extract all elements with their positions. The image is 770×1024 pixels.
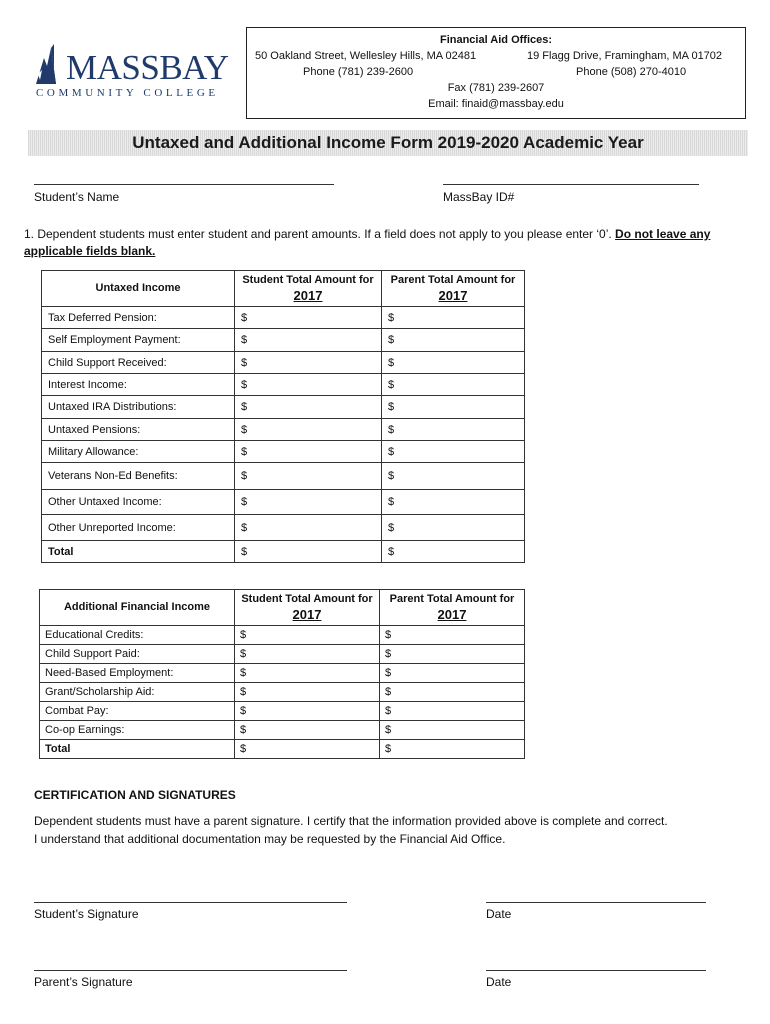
table-row [42, 374, 525, 396]
table-row [42, 541, 525, 563]
table-row [40, 702, 525, 721]
certification-heading: CERTIFICATION AND SIGNATURES [34, 788, 236, 802]
student-amount-input[interactable]: $ [235, 352, 382, 374]
table-row [42, 307, 525, 329]
student-amount-input[interactable]: $ [235, 515, 382, 541]
table-row [42, 463, 525, 490]
wellesley-phone: Phone (781) 239-2600 [303, 66, 414, 78]
row-label: Total [42, 541, 235, 563]
student-amount-input[interactable]: $ [235, 541, 382, 563]
student-amount-input[interactable]: $ [235, 463, 382, 490]
student-date-field[interactable] [486, 902, 706, 903]
student-amount-input[interactable]: $ [235, 664, 380, 683]
row-label: Untaxed IRA Distributions: [42, 396, 235, 419]
table-row [40, 683, 525, 702]
fax-number: Fax (781) 239-2607 [447, 82, 545, 94]
wellesley-address: 50 Oakland Street, Wellesley Hills, MA 02481 [255, 50, 477, 62]
financial-aid-offices-box [246, 27, 746, 119]
table-row [42, 441, 525, 463]
parent-amount-input[interactable]: $ [380, 683, 525, 702]
table-row [42, 329, 525, 352]
student-amount-input[interactable]: $ [235, 419, 382, 441]
table-row [40, 721, 525, 740]
student-amount-input[interactable]: $ [235, 396, 382, 419]
row-label: Self Employment Payment: [42, 329, 235, 352]
parent-amount-input[interactable]: $ [382, 441, 525, 463]
parent-amount-input[interactable]: $ [382, 396, 525, 419]
row-label: Tax Deferred Pension: [42, 307, 235, 329]
student-amount-input[interactable]: $ [235, 307, 382, 329]
certification-text [34, 812, 754, 848]
parent-amount-input[interactable]: $ [382, 374, 525, 396]
parent-amount-input[interactable]: $ [380, 702, 525, 721]
instructions [24, 226, 764, 260]
table-row [42, 515, 525, 541]
massbay-logo-icon [34, 44, 64, 88]
table-row [40, 740, 525, 759]
row-label: Co-op Earnings: [40, 721, 235, 740]
certification-line-1: Dependent students must have a parent signature. I certify that the information provided above is complete and correct. [34, 814, 668, 828]
instructions-emphasis: Do not leave any applicable fields blank. [24, 227, 711, 258]
row-label: Other Unreported Income: [42, 515, 235, 541]
parent-amount-input[interactable]: $ [380, 740, 525, 759]
row-label: Grant/Scholarship Aid: [40, 683, 235, 702]
row-label: Other Untaxed Income: [42, 490, 235, 515]
framingham-phone: Phone (508) 270-4010 [576, 66, 687, 78]
row-label: Total [40, 740, 235, 759]
parent-amount-header: Parent Total Amount for 2017 [380, 590, 525, 626]
student-amount-input[interactable]: $ [235, 329, 382, 352]
parent-amount-input[interactable]: $ [380, 721, 525, 740]
row-label: Child Support Received: [42, 352, 235, 374]
student-amount-input[interactable]: $ [235, 721, 380, 740]
table-row [40, 664, 525, 683]
student-amount-input[interactable]: $ [235, 374, 382, 396]
student-amount-input[interactable]: $ [235, 645, 380, 664]
student-date-label: Date [486, 907, 512, 921]
untaxed-income-table [41, 270, 525, 563]
parent-signature-label: Parent’s Signature [34, 975, 133, 989]
massbay-id-label: MassBay ID# [443, 190, 515, 204]
student-amount-header: Student Total Amount for 2017 [235, 590, 380, 626]
row-label: Educational Credits: [40, 626, 235, 645]
parent-amount-input[interactable]: $ [382, 307, 525, 329]
parent-amount-input[interactable]: $ [382, 490, 525, 515]
student-amount-input[interactable]: $ [235, 683, 380, 702]
student-amount-input[interactable]: $ [235, 626, 380, 645]
parent-amount-input[interactable]: $ [382, 419, 525, 441]
logo-subtitle: COMMUNITY COLLEGE [36, 87, 219, 99]
parent-date-label: Date [486, 975, 512, 989]
student-amount-input[interactable]: $ [235, 490, 382, 515]
additional-income-header: Additional Financial Income [40, 590, 235, 626]
student-signature-field[interactable] [34, 902, 347, 903]
parent-amount-input[interactable]: $ [380, 664, 525, 683]
parent-date-field[interactable] [486, 970, 706, 971]
parent-signature-field[interactable] [34, 970, 347, 971]
framingham-address: 19 Flagg Drive, Framingham, MA 01702 [527, 50, 723, 62]
additional-income-table [39, 589, 525, 759]
row-label: Child Support Paid: [40, 645, 235, 664]
email-address: Email: finaid@massbay.edu [428, 98, 564, 110]
row-label: Need-Based Employment: [40, 664, 235, 683]
student-name-label: Student’s Name [34, 190, 120, 204]
logo-wordmark: MASSBAY [66, 48, 229, 87]
student-amount-input[interactable]: $ [235, 702, 380, 721]
row-label: Interest Income: [42, 374, 235, 396]
form-title: Untaxed and Additional Income Form 2019-2020 Academic Year [28, 130, 748, 156]
student-amount-input[interactable]: $ [235, 740, 380, 759]
parent-amount-input[interactable]: $ [382, 515, 525, 541]
parent-amount-input[interactable]: $ [382, 329, 525, 352]
table-row [42, 419, 525, 441]
student-name-field[interactable] [34, 184, 334, 185]
student-amount-header: Student Total Amount for 2017 [235, 271, 382, 307]
table-row [40, 645, 525, 664]
row-label: Military Allowance: [42, 441, 235, 463]
table-row [40, 626, 525, 645]
parent-amount-input[interactable]: $ [380, 626, 525, 645]
parent-amount-input[interactable]: $ [380, 645, 525, 664]
parent-amount-header: Parent Total Amount for 2017 [382, 271, 525, 307]
instructions-text: 1. Dependent students must enter student and parent amounts. If a field does not apply to you please enter ‘0’. [24, 227, 616, 241]
table-row [42, 490, 525, 515]
massbay-id-field[interactable] [443, 184, 699, 185]
student-amount-input[interactable]: $ [235, 441, 382, 463]
certification-line-2: I understand that additional documentation may be requested by the Financial Aid Office. [34, 832, 506, 846]
untaxed-income-header: Untaxed Income [42, 271, 235, 307]
student-signature-label: Student’s Signature [34, 907, 139, 921]
row-label: Combat Pay: [40, 702, 235, 721]
row-label: Veterans Non-Ed Benefits: [42, 463, 235, 490]
parent-amount-input[interactable]: $ [382, 541, 525, 563]
table-row [42, 396, 525, 419]
row-label: Untaxed Pensions: [42, 419, 235, 441]
parent-amount-input[interactable]: $ [382, 463, 525, 490]
parent-amount-input[interactable]: $ [382, 352, 525, 374]
offices-title: Financial Aid Offices: [439, 34, 553, 46]
table-row [42, 352, 525, 374]
